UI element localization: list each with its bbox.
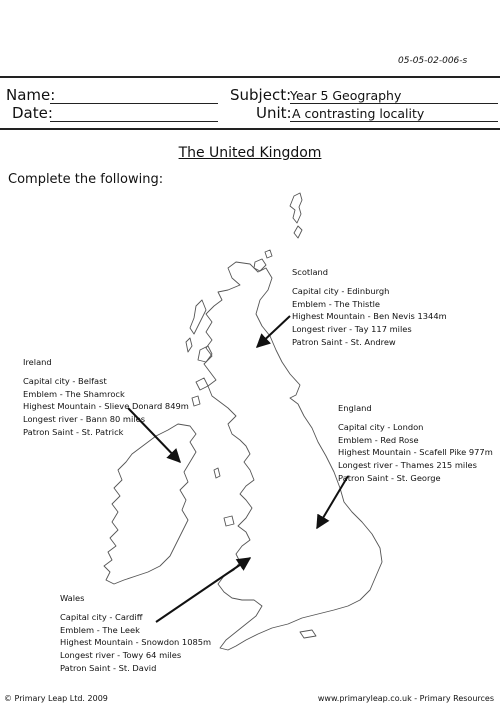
- name-label: Name:: [6, 86, 56, 104]
- scotland-saint: Patron Saint - St. Andrew: [292, 336, 396, 347]
- ireland-info: [23, 356, 189, 439]
- subject-label: Subject:: [230, 86, 292, 104]
- england-heading: England: [338, 403, 372, 413]
- ireland-river: Longest river - Bann 80 miles: [23, 414, 146, 425]
- instruction-text: Complete the following:: [8, 172, 164, 187]
- worksheet-code: 05-05-02-006-s: [398, 56, 468, 66]
- footer-copyright: © Primary Leap Ltd. 2009: [4, 694, 108, 703]
- scotland-heading: Scotland: [292, 267, 329, 277]
- isle-of-wight: [300, 630, 316, 638]
- wales-heading: Wales: [60, 593, 85, 603]
- scotland-arrow: [257, 316, 290, 347]
- wales-saint: Patron Saint - St. David: [60, 662, 157, 673]
- outer-hebrides: [186, 300, 206, 352]
- orkney-islands: [254, 250, 272, 271]
- ireland-heading: Ireland: [23, 357, 52, 367]
- england-capital: Capital city - London: [338, 421, 424, 432]
- scotland-capital: Capital city - Edinburgh: [292, 285, 390, 296]
- ireland-mountain: Highest Mountain - Slieve Donard 849m: [23, 401, 189, 412]
- scotland-mountain: Highest Mountain - Ben Nevis 1344m: [292, 311, 447, 322]
- anglesey: [224, 516, 234, 526]
- ireland-saint: Patron Saint - St. Patrick: [23, 426, 124, 437]
- england-mountain: Highest Mountain - Scafell Pike 977m: [338, 447, 493, 458]
- mull-islay: [192, 378, 208, 406]
- wales-river: Longest river - Towy 64 miles: [60, 650, 182, 661]
- ireland-capital: Capital city - Belfast: [23, 375, 107, 386]
- ireland-emblem: Emblem - The Shamrock: [23, 388, 125, 399]
- wales-emblem: Emblem - The Leek: [60, 624, 140, 635]
- skye: [198, 346, 212, 362]
- wales-mountain: Highest Mountain - Snowdon 1085m: [60, 637, 212, 648]
- scotland-river: Longest river - Tay 117 miles: [292, 324, 412, 335]
- wales-capital: Capital city - Cardiff: [60, 611, 143, 622]
- england-emblem: Emblem - Red Rose: [338, 434, 419, 445]
- footer-website: www.primaryleap.co.uk - Primary Resources: [317, 694, 494, 703]
- scotland-emblem: Emblem - The Thistle: [292, 298, 381, 309]
- england-info: [338, 402, 493, 485]
- england-river: Longest river - Thames 215 miles: [338, 460, 477, 471]
- subject-value: Year 5 Geography: [290, 88, 402, 103]
- date-label: Date:: [12, 104, 53, 122]
- ireland-outline: [104, 424, 196, 584]
- unit-value: A contrasting locality: [292, 106, 425, 121]
- page-title: The United Kingdom: [178, 145, 322, 161]
- scotland-info: [292, 266, 447, 349]
- unit-label: Unit:: [256, 104, 292, 122]
- england-saint: Patron Saint - St. George: [338, 472, 441, 483]
- wales-info: [60, 592, 211, 675]
- shetland-islands: [290, 193, 302, 238]
- isle-of-man: [214, 468, 220, 478]
